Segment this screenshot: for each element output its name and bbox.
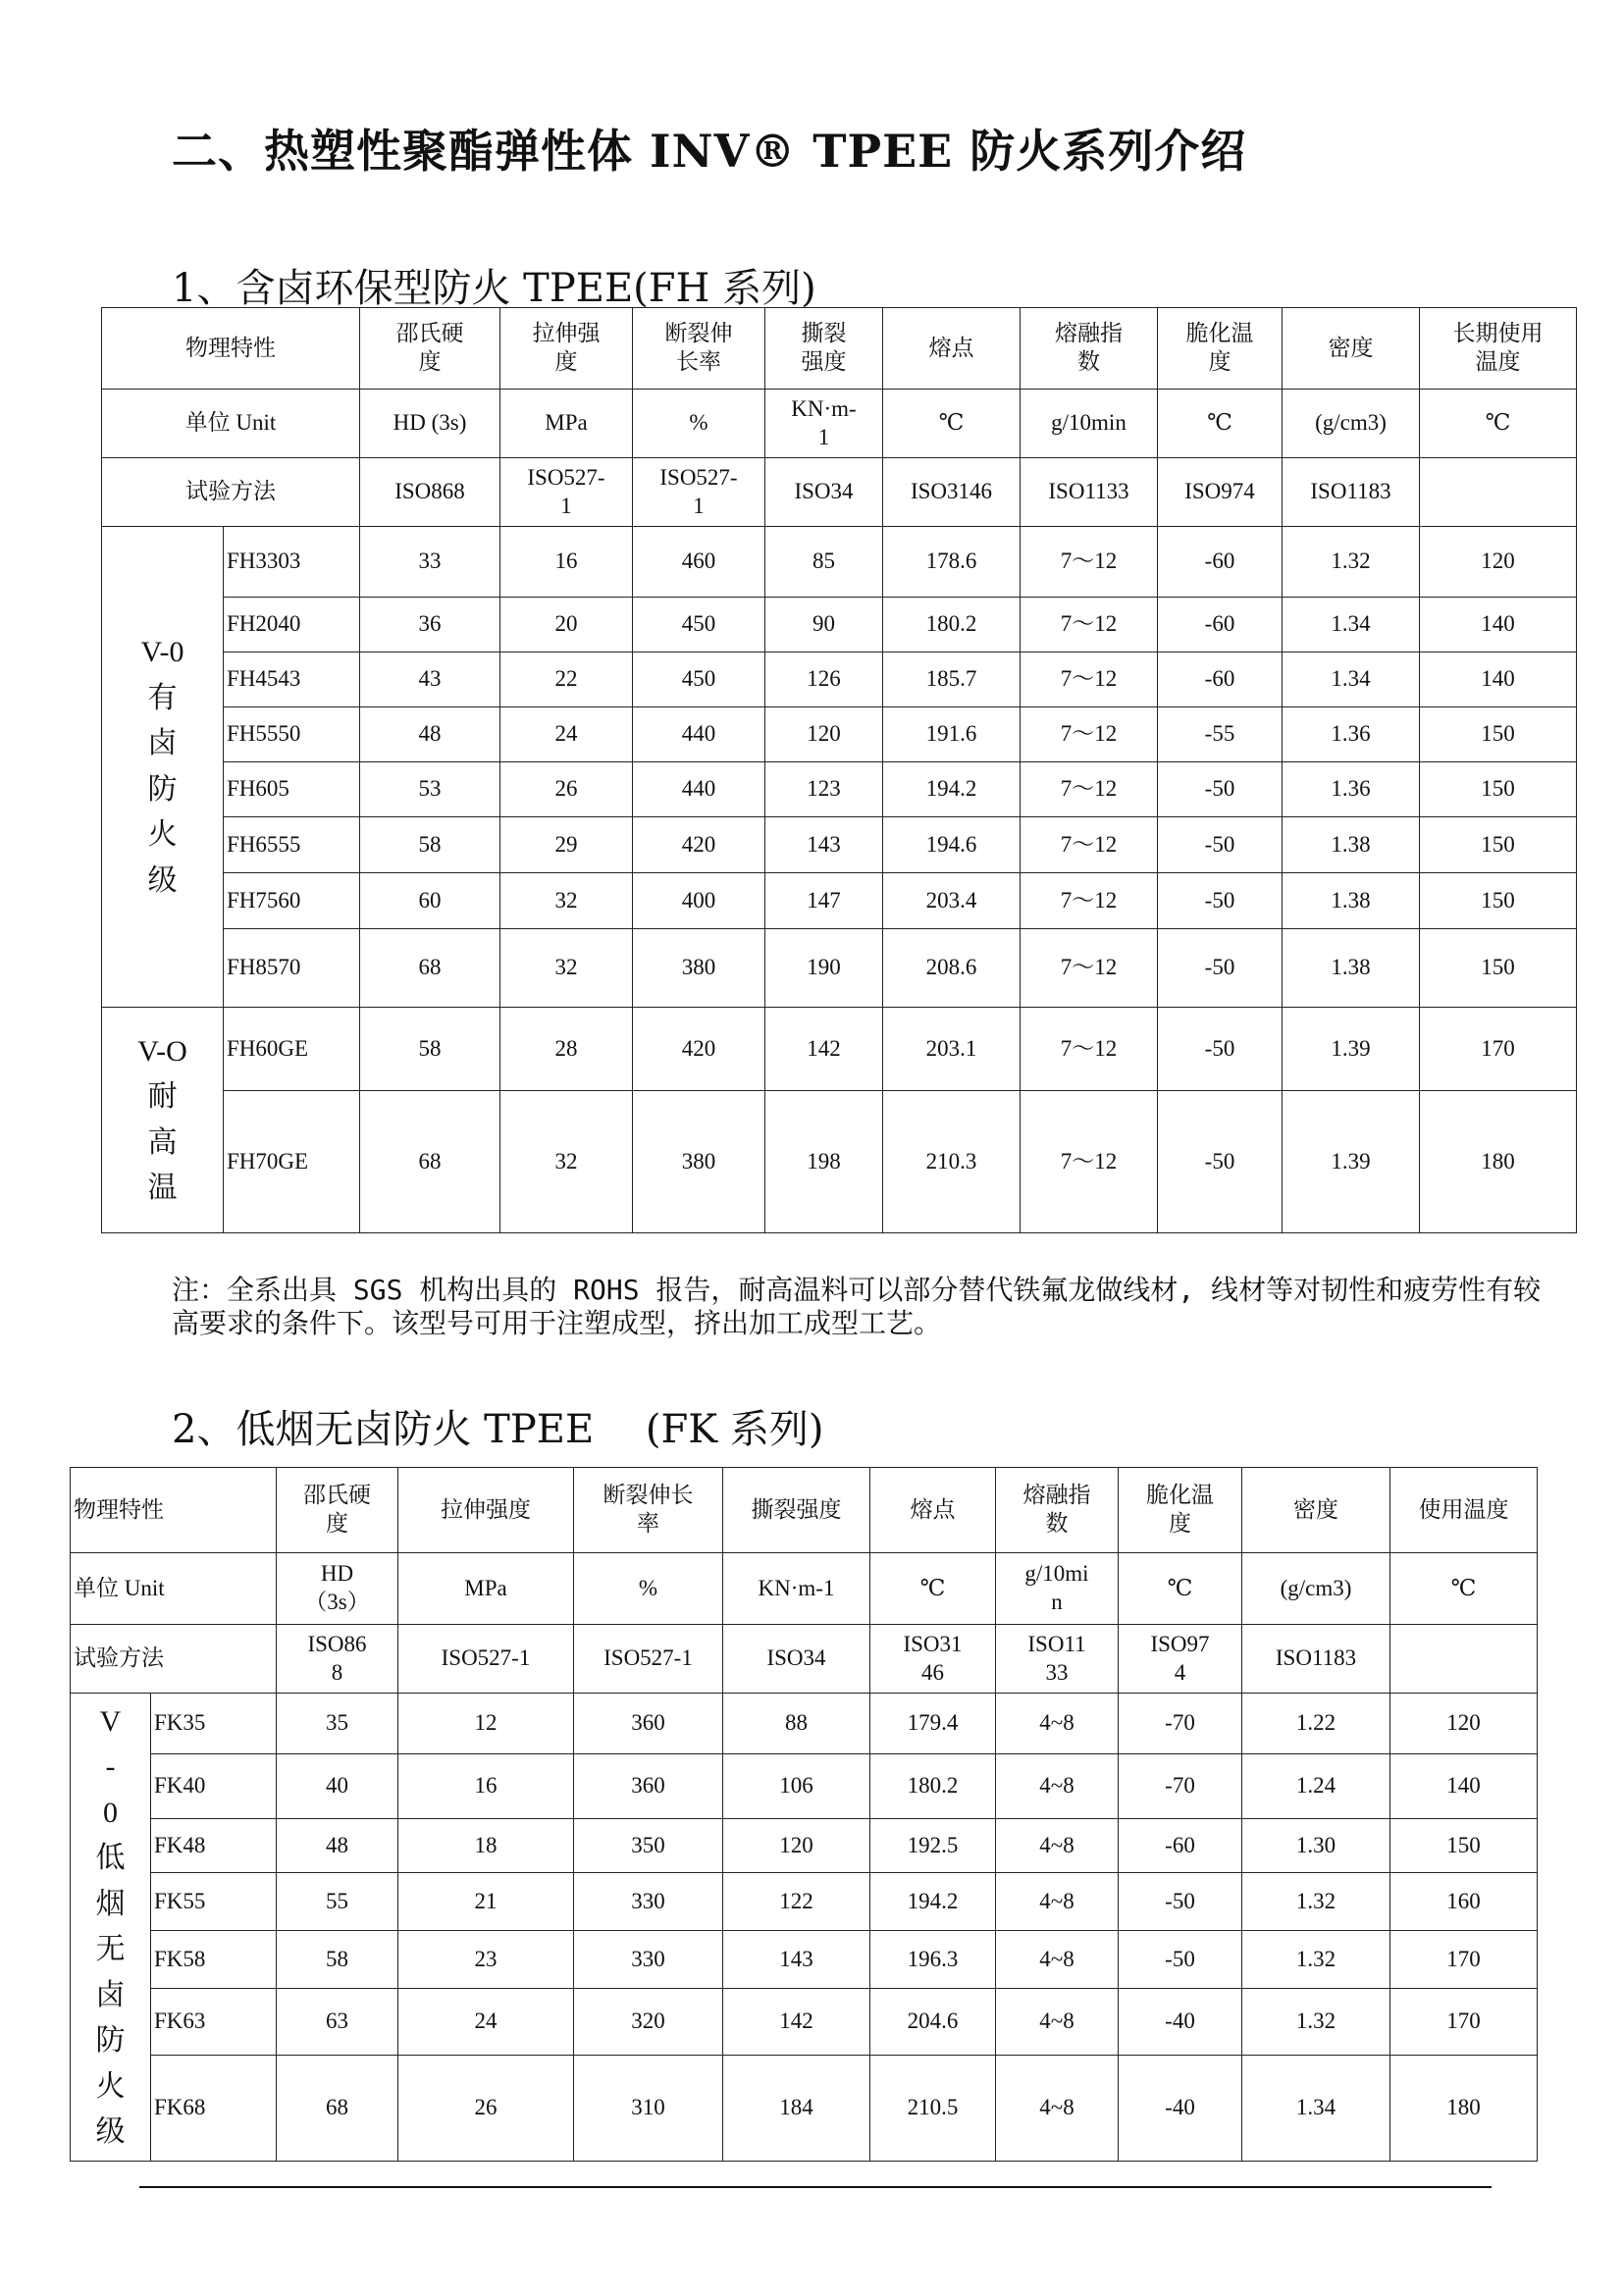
model-cell: FH2040 xyxy=(224,598,360,652)
value-cell: 7～12 xyxy=(1021,707,1158,762)
value-cell: 1.32 xyxy=(1242,1989,1390,2056)
value-cell: 7～12 xyxy=(1021,762,1158,817)
fk-method-row-cell: 试验方法 xyxy=(71,1625,277,1694)
value-cell: 26 xyxy=(398,2056,574,2162)
fk-unit-row-cell: (g/cm3) xyxy=(1242,1553,1390,1625)
value-cell: 1.36 xyxy=(1283,762,1420,817)
value-cell: 140 xyxy=(1420,598,1577,652)
fh-unit-row-cell: ℃ xyxy=(1420,390,1577,458)
value-cell: 60 xyxy=(360,873,500,929)
value-cell: 33 xyxy=(360,527,500,598)
value-cell: 460 xyxy=(633,527,765,598)
value-cell: 143 xyxy=(723,1931,870,1989)
table-row xyxy=(102,707,1577,762)
value-cell: 68 xyxy=(277,2056,398,2162)
model-cell: FK40 xyxy=(151,1754,277,1819)
fk-unit-row-cell: g/10mi n xyxy=(996,1553,1119,1625)
value-cell: 150 xyxy=(1420,929,1577,1008)
value-cell: 380 xyxy=(633,929,765,1008)
value-cell: 88 xyxy=(723,1694,870,1754)
value-cell: 170 xyxy=(1390,1931,1538,1989)
value-cell: 140 xyxy=(1420,652,1577,707)
fh-method-row-cell: ISO34 xyxy=(765,458,883,527)
fk-unit-row-cell: ℃ xyxy=(870,1553,996,1625)
fh-unit-row-cell: % xyxy=(633,390,765,458)
model-cell: FH4543 xyxy=(224,652,360,707)
value-cell: 450 xyxy=(633,652,765,707)
value-cell: 120 xyxy=(1420,527,1577,598)
value-cell: 440 xyxy=(633,762,765,817)
value-cell: 4~8 xyxy=(996,1989,1119,2056)
table-row xyxy=(71,1819,1538,1873)
fh-unit-row-cell: (g/cm3) xyxy=(1283,390,1420,458)
value-cell: 194.2 xyxy=(883,762,1021,817)
table-row xyxy=(71,1873,1538,1931)
value-cell: -60 xyxy=(1158,652,1283,707)
value-cell: -50 xyxy=(1158,873,1283,929)
value-cell: 48 xyxy=(277,1819,398,1873)
value-cell: 120 xyxy=(1390,1694,1538,1754)
value-cell: 53 xyxy=(360,762,500,817)
fk-header-row-cell: 撕裂强度 xyxy=(723,1468,870,1553)
model-cell: FH7560 xyxy=(224,873,360,929)
fk-header-row-cell: 邵氏硬 度 xyxy=(277,1468,398,1553)
value-cell: 126 xyxy=(765,652,883,707)
value-cell: 22 xyxy=(500,652,633,707)
value-cell: 1.34 xyxy=(1283,652,1420,707)
table-row xyxy=(102,817,1577,873)
fh-method-row-cell: ISO1133 xyxy=(1021,458,1158,527)
value-cell: 420 xyxy=(633,817,765,873)
value-cell: 7～12 xyxy=(1021,817,1158,873)
value-cell: 1.32 xyxy=(1242,1873,1390,1931)
value-cell: 330 xyxy=(574,1931,723,1989)
value-cell: 360 xyxy=(574,1694,723,1754)
fh-method-row-cell: ISO868 xyxy=(360,458,500,527)
value-cell: -60 xyxy=(1158,598,1283,652)
value-cell: 210.5 xyxy=(870,2056,996,2162)
fh-unit-row-cell: MPa xyxy=(500,390,633,458)
value-cell: 1.38 xyxy=(1283,929,1420,1008)
model-cell: FK48 xyxy=(151,1819,277,1873)
fk-method-row-cell: ISO31 46 xyxy=(870,1625,996,1694)
value-cell: 330 xyxy=(574,1873,723,1931)
value-cell: 24 xyxy=(398,1989,574,2056)
value-cell: 16 xyxy=(500,527,633,598)
fk-method-row-cell: ISO86 8 xyxy=(277,1625,398,1694)
model-cell: FK58 xyxy=(151,1931,277,1989)
fk-method-row xyxy=(71,1625,1538,1694)
value-cell: 170 xyxy=(1390,1989,1538,2056)
value-cell: 360 xyxy=(574,1754,723,1819)
value-cell: 150 xyxy=(1390,1819,1538,1873)
value-cell: 180.2 xyxy=(870,1754,996,1819)
value-cell: 184 xyxy=(723,2056,870,2162)
value-cell: -50 xyxy=(1119,1873,1242,1931)
model-cell: FK35 xyxy=(151,1694,277,1754)
value-cell: 7～12 xyxy=(1021,1091,1158,1233)
value-cell: 1.36 xyxy=(1283,707,1420,762)
value-cell: 204.6 xyxy=(870,1989,996,2056)
fh-header-row-cell: 密度 xyxy=(1283,308,1420,390)
group-label: V-0 有 卤 防 火 级 xyxy=(102,527,224,1008)
fh-header-row xyxy=(102,308,1577,390)
fk-unit-row-cell: KN·m-1 xyxy=(723,1553,870,1625)
value-cell: -50 xyxy=(1158,1008,1283,1091)
value-cell: 203.4 xyxy=(883,873,1021,929)
value-cell: 7～12 xyxy=(1021,652,1158,707)
model-cell: FH70GE xyxy=(224,1091,360,1233)
value-cell: 7～12 xyxy=(1021,1008,1158,1091)
value-cell: 106 xyxy=(723,1754,870,1819)
value-cell: 58 xyxy=(277,1931,398,1989)
value-cell: 198 xyxy=(765,1091,883,1233)
table-row xyxy=(102,1091,1577,1233)
value-cell: 120 xyxy=(765,707,883,762)
fk-header-row-cell: 熔融指 数 xyxy=(996,1468,1119,1553)
value-cell: 320 xyxy=(574,1989,723,2056)
fk-method-row-cell: ISO97 4 xyxy=(1119,1625,1242,1694)
value-cell: 1.32 xyxy=(1283,527,1420,598)
fk-unit-row-cell: 单位 Unit xyxy=(71,1553,277,1625)
value-cell: 7～12 xyxy=(1021,873,1158,929)
value-cell: 90 xyxy=(765,598,883,652)
fk-header-row-cell: 密度 xyxy=(1242,1468,1390,1553)
table-row xyxy=(102,762,1577,817)
value-cell: 21 xyxy=(398,1873,574,1931)
fk-header-row-cell: 拉伸强度 xyxy=(398,1468,574,1553)
value-cell: 4~8 xyxy=(996,1873,1119,1931)
value-cell: 194.2 xyxy=(870,1873,996,1931)
value-cell: 350 xyxy=(574,1819,723,1873)
value-cell: 150 xyxy=(1420,762,1577,817)
fk-method-row-cell: ISO527-1 xyxy=(574,1625,723,1694)
fh-method-row-cell: ISO974 xyxy=(1158,458,1283,527)
model-cell: FH605 xyxy=(224,762,360,817)
value-cell: 150 xyxy=(1420,707,1577,762)
fh-unit-row-cell: g/10min xyxy=(1021,390,1158,458)
model-cell: FH5550 xyxy=(224,707,360,762)
fk-method-row-cell: ISO11 33 xyxy=(996,1625,1119,1694)
fk-header-row xyxy=(71,1468,1538,1553)
value-cell: 24 xyxy=(500,707,633,762)
value-cell: 48 xyxy=(360,707,500,762)
fk-header-row-cell: 断裂伸长 率 xyxy=(574,1468,723,1553)
value-cell: 68 xyxy=(360,929,500,1008)
value-cell: -60 xyxy=(1119,1819,1242,1873)
value-cell: -60 xyxy=(1158,527,1283,598)
table-row xyxy=(71,1989,1538,2056)
model-cell: FK63 xyxy=(151,1989,277,2056)
value-cell: -50 xyxy=(1158,817,1283,873)
value-cell: 4~8 xyxy=(996,1694,1119,1754)
group-label: V - 0 低 烟 无 卤 防 火 级 xyxy=(71,1694,151,2162)
table-row xyxy=(102,652,1577,707)
value-cell: 178.6 xyxy=(883,527,1021,598)
value-cell: 68 xyxy=(360,1091,500,1233)
value-cell: 147 xyxy=(765,873,883,929)
value-cell: 208.6 xyxy=(883,929,1021,1008)
table-row xyxy=(102,1008,1577,1091)
value-cell: 450 xyxy=(633,598,765,652)
value-cell: 180.2 xyxy=(883,598,1021,652)
table-row xyxy=(71,2056,1538,2162)
value-cell: 36 xyxy=(360,598,500,652)
table-row xyxy=(71,1694,1538,1754)
fh-header-row-cell: 邵氏硬 度 xyxy=(360,308,500,390)
table-row xyxy=(102,598,1577,652)
value-cell: -40 xyxy=(1119,1989,1242,2056)
value-cell: 170 xyxy=(1420,1008,1577,1091)
value-cell: 420 xyxy=(633,1008,765,1091)
fh-unit-row-cell: KN·m- 1 xyxy=(765,390,883,458)
fh-header-row-cell: 拉伸强 度 xyxy=(500,308,633,390)
value-cell: 180 xyxy=(1420,1091,1577,1233)
value-cell: 4~8 xyxy=(996,1754,1119,1819)
fk-unit-row xyxy=(71,1553,1538,1625)
value-cell: 380 xyxy=(633,1091,765,1233)
value-cell: 190 xyxy=(765,929,883,1008)
value-cell: 58 xyxy=(360,1008,500,1091)
value-cell: 32 xyxy=(500,873,633,929)
value-cell: 4~8 xyxy=(996,1819,1119,1873)
value-cell: 7～12 xyxy=(1021,598,1158,652)
fk-method-row-cell xyxy=(1390,1625,1538,1694)
value-cell: 1.22 xyxy=(1242,1694,1390,1754)
fk-method-row-cell: ISO1183 xyxy=(1242,1625,1390,1694)
value-cell: 210.3 xyxy=(883,1091,1021,1233)
fh-header-row-cell: 撕裂 强度 xyxy=(765,308,883,390)
value-cell: 1.32 xyxy=(1242,1931,1390,1989)
fh-method-row xyxy=(102,458,1577,527)
fh-unit-row-cell: 单位 Unit xyxy=(102,390,360,458)
value-cell: 185.7 xyxy=(883,652,1021,707)
value-cell: 203.1 xyxy=(883,1008,1021,1091)
table-row xyxy=(71,1754,1538,1819)
value-cell: 18 xyxy=(398,1819,574,1873)
value-cell: 43 xyxy=(360,652,500,707)
fh-header-row-cell: 熔点 xyxy=(883,308,1021,390)
value-cell: 140 xyxy=(1390,1754,1538,1819)
value-cell: 32 xyxy=(500,929,633,1008)
value-cell: 120 xyxy=(723,1819,870,1873)
value-cell: 1.38 xyxy=(1283,817,1420,873)
table-row xyxy=(102,929,1577,1008)
value-cell: 16 xyxy=(398,1754,574,1819)
value-cell: 143 xyxy=(765,817,883,873)
value-cell: 194.6 xyxy=(883,817,1021,873)
value-cell: 55 xyxy=(277,1873,398,1931)
value-cell: 180 xyxy=(1390,2056,1538,2162)
fh-header-row-cell: 长期使用 温度 xyxy=(1420,308,1577,390)
value-cell: 160 xyxy=(1390,1873,1538,1931)
value-cell: 28 xyxy=(500,1008,633,1091)
value-cell: 35 xyxy=(277,1694,398,1754)
fk-section-heading: 2、低烟无卤防火 TPEE (FK 系列) xyxy=(172,1407,824,1452)
value-cell: 310 xyxy=(574,2056,723,2162)
model-cell: FH6555 xyxy=(224,817,360,873)
model-cell: FH60GE xyxy=(224,1008,360,1091)
fk-unit-row-cell: ℃ xyxy=(1390,1553,1538,1625)
fh-header-row-cell: 脆化温 度 xyxy=(1158,308,1283,390)
value-cell: -50 xyxy=(1119,1931,1242,1989)
fh-method-row-cell: ISO1183 xyxy=(1283,458,1420,527)
value-cell: 123 xyxy=(765,762,883,817)
fh-method-row-cell: ISO527- 1 xyxy=(500,458,633,527)
value-cell: 1.38 xyxy=(1283,873,1420,929)
value-cell: 20 xyxy=(500,598,633,652)
value-cell: 196.3 xyxy=(870,1931,996,1989)
fh-section-heading: 1、含卤环保型防火 TPEE(FH 系列) xyxy=(172,266,816,311)
fk-spec-table xyxy=(70,1467,1538,2162)
value-cell: 192.5 xyxy=(870,1819,996,1873)
value-cell: 32 xyxy=(500,1091,633,1233)
fh-unit-row xyxy=(102,390,1577,458)
value-cell: 26 xyxy=(500,762,633,817)
value-cell: -70 xyxy=(1119,1754,1242,1819)
value-cell: 7～12 xyxy=(1021,527,1158,598)
fk-header-row-cell: 使用温度 xyxy=(1390,1468,1538,1553)
value-cell: -50 xyxy=(1158,929,1283,1008)
value-cell: 440 xyxy=(633,707,765,762)
series-note: 注：全系出具 SGS 机构出具的 ROHS 报告，耐高温料可以部分替代铁氟龙做线材, 线材等对韧性和疲劳性有较高要求的条件下。该型号可用于注塑成型，挤出加工成型工艺。 xyxy=(172,1274,1542,1339)
value-cell: 122 xyxy=(723,1873,870,1931)
value-cell: 1.24 xyxy=(1242,1754,1390,1819)
fh-method-row-cell: ISO3146 xyxy=(883,458,1021,527)
fk-method-row-cell: ISO527-1 xyxy=(398,1625,574,1694)
model-cell: FH3303 xyxy=(224,527,360,598)
value-cell: 142 xyxy=(723,1989,870,2056)
group-label: V-O 耐 高 温 xyxy=(102,1008,224,1233)
fh-spec-table xyxy=(101,307,1577,1233)
fh-header-row-cell: 熔融指 数 xyxy=(1021,308,1158,390)
value-cell: 23 xyxy=(398,1931,574,1989)
value-cell: 29 xyxy=(500,817,633,873)
fk-unit-row-cell: % xyxy=(574,1553,723,1625)
value-cell: 4~8 xyxy=(996,1931,1119,1989)
value-cell: -70 xyxy=(1119,1694,1242,1754)
fk-header-row-cell: 脆化温 度 xyxy=(1119,1468,1242,1553)
fh-method-row-cell: ISO527- 1 xyxy=(633,458,765,527)
value-cell: 4~8 xyxy=(996,2056,1119,2162)
table-row xyxy=(71,1931,1538,1989)
fk-unit-row-cell: ℃ xyxy=(1119,1553,1242,1625)
fk-header-row-cell: 物理特性 xyxy=(71,1468,277,1553)
fk-unit-row-cell: MPa xyxy=(398,1553,574,1625)
value-cell: 58 xyxy=(360,817,500,873)
table-row xyxy=(102,527,1577,598)
value-cell: -50 xyxy=(1158,762,1283,817)
value-cell: 142 xyxy=(765,1008,883,1091)
value-cell: -55 xyxy=(1158,707,1283,762)
fh-header-row-cell: 物理特性 xyxy=(102,308,360,390)
fh-unit-row-cell: ℃ xyxy=(1158,390,1283,458)
value-cell: -50 xyxy=(1158,1091,1283,1233)
fh-unit-row-cell: ℃ xyxy=(883,390,1021,458)
fk-method-row-cell: ISO34 xyxy=(723,1625,870,1694)
model-cell: FK55 xyxy=(151,1873,277,1931)
value-cell: 400 xyxy=(633,873,765,929)
value-cell: 12 xyxy=(398,1694,574,1754)
fh-unit-row-cell: HD (3s) xyxy=(360,390,500,458)
fk-header-row-cell: 熔点 xyxy=(870,1468,996,1553)
page-title: 二、热塑性聚酯弹性体 INV® TPEE 防火系列介绍 xyxy=(172,125,1247,178)
value-cell: 1.34 xyxy=(1283,598,1420,652)
fh-method-row-cell xyxy=(1420,458,1577,527)
value-cell: 150 xyxy=(1420,817,1577,873)
value-cell: 1.39 xyxy=(1283,1091,1420,1233)
value-cell: -40 xyxy=(1119,2056,1242,2162)
value-cell: 1.30 xyxy=(1242,1819,1390,1873)
value-cell: 1.39 xyxy=(1283,1008,1420,1091)
fh-method-row-cell: 试验方法 xyxy=(102,458,360,527)
model-cell: FK68 xyxy=(151,2056,277,2162)
value-cell: 191.6 xyxy=(883,707,1021,762)
value-cell: 1.34 xyxy=(1242,2056,1390,2162)
value-cell: 150 xyxy=(1420,873,1577,929)
fh-header-row-cell: 断裂伸 长率 xyxy=(633,308,765,390)
footer-rule xyxy=(139,2186,1492,2188)
fk-unit-row-cell: HD （3s） xyxy=(277,1553,398,1625)
table-row xyxy=(102,873,1577,929)
value-cell: 179.4 xyxy=(870,1694,996,1754)
value-cell: 63 xyxy=(277,1989,398,2056)
value-cell: 85 xyxy=(765,527,883,598)
model-cell: FH8570 xyxy=(224,929,360,1008)
value-cell: 7～12 xyxy=(1021,929,1158,1008)
value-cell: 40 xyxy=(277,1754,398,1819)
